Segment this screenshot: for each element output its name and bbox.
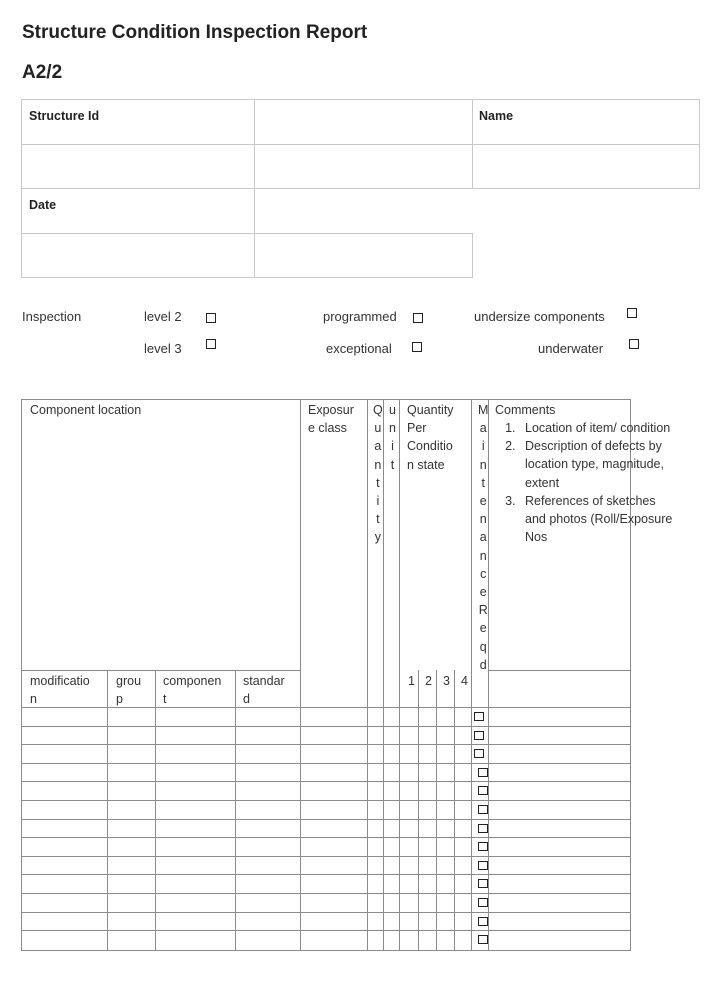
programmed-checkbox[interactable] [413,313,423,323]
undersize-label: undersize components [474,309,605,324]
maintenance-checkbox[interactable] [478,768,488,777]
comments-header: Comments [495,403,556,417]
maintenance-checkbox[interactable] [478,917,488,926]
comments-item: 2. Description of defects by location type, magnitude, extent [519,437,673,492]
quantity-header: Q u a n t i t y [373,403,383,545]
maintenance-checkbox[interactable] [478,879,488,888]
maintenance-checkbox[interactable] [474,749,484,758]
page-title: Structure Condition Inspection Report [22,22,368,43]
unit-header: u n i t [389,403,396,472]
maintenance-checkbox[interactable] [478,861,488,870]
maintenance-checkbox[interactable] [478,842,488,851]
condition-state-1: 1 [408,674,415,688]
page-subtitle: A2/2 [22,62,63,83]
standard-subheader: standar d [243,674,285,707]
quantity-per-condition-header: Quantity Per Conditio n state [407,403,454,472]
date-field-2[interactable] [254,233,473,278]
table-row [21,837,631,838]
table-row [21,707,631,708]
table-row [21,726,631,727]
condition-state-2: 2 [425,674,432,688]
structure-id-field[interactable] [21,144,255,189]
name-label: Name [479,109,514,123]
underwater-label: underwater [538,341,604,356]
inspection-label: Inspection [22,309,82,324]
level2-checkbox[interactable] [206,313,216,323]
component-location-header: Component location [30,403,142,417]
table-row [21,893,631,894]
table-row [21,763,631,764]
maintenance-checkbox[interactable] [478,898,488,907]
maintenance-checkbox[interactable] [474,712,484,721]
structure-id-field-2[interactable] [254,144,473,189]
condition-state-4: 4 [461,674,468,688]
maintenance-checkbox[interactable] [478,824,488,833]
group-subheader: grou p [116,674,142,707]
table-row [21,856,631,857]
maintenance-required-header: M a i n t e n a n c e R e q d [478,403,489,672]
maintenance-checkbox[interactable] [474,731,484,740]
structure-id-label: Structure Id [29,109,100,123]
undersize-checkbox[interactable] [627,308,637,318]
modification-subheader: modificatio n [30,674,90,707]
table-row [21,874,631,875]
level3-checkbox[interactable] [206,339,216,349]
comments-list [472,419,673,546]
exposure-class-header: Exposur e class [308,403,354,436]
table-row [21,819,631,820]
header-blank-cell [254,99,473,145]
underwater-checkbox[interactable] [629,339,639,349]
maintenance-checkbox[interactable] [478,805,488,814]
exceptional-label: exceptional [326,341,392,356]
date-field[interactable] [21,233,255,278]
comments-item: 3. References of sketches and photos (Roll/Exposure Nos [519,492,673,547]
table-row [21,781,631,782]
component-subheader: componen t [163,674,222,707]
maintenance-checkbox[interactable] [478,935,488,944]
level2-label: level 2 [144,309,182,324]
comments-item: 1. Location of item/ condition [519,419,673,437]
table-row [21,800,631,801]
table-row [21,930,631,931]
exceptional-checkbox[interactable] [412,342,422,352]
programmed-label: programmed [323,309,397,324]
maintenance-checkbox[interactable] [478,786,488,795]
name-field[interactable] [472,144,700,189]
level3-label: level 3 [144,341,182,356]
table-row [21,744,631,745]
date-label-cell [21,188,255,234]
condition-state-3: 3 [443,674,450,688]
date-label: Date [29,198,57,212]
table-row [21,912,631,913]
